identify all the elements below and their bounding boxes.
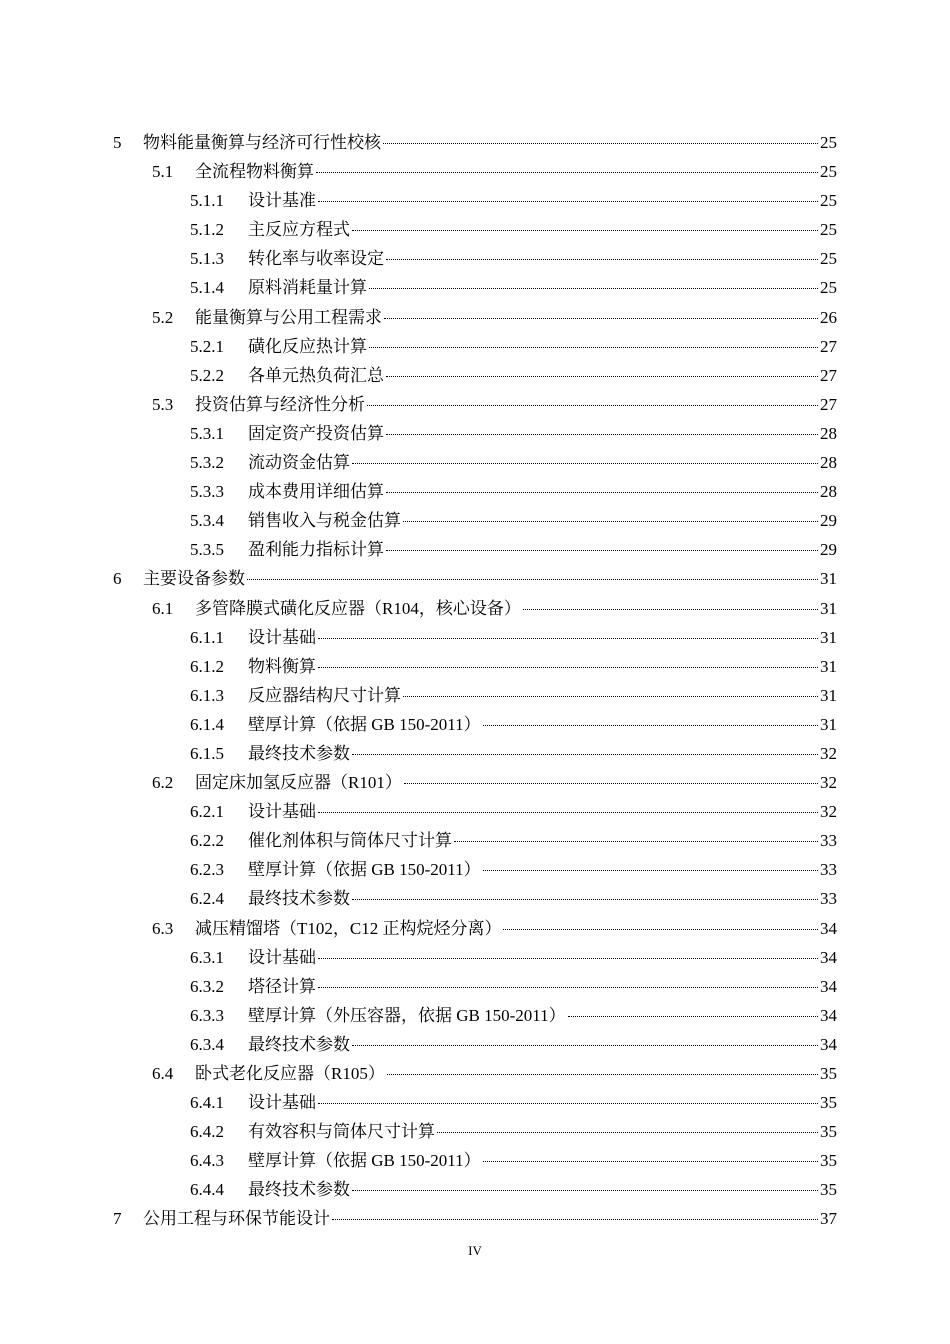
toc-entry-page: 32 (820, 743, 837, 763)
dot-leader (437, 1132, 818, 1133)
dot-leader (503, 929, 818, 930)
toc-entry-number: 5.1.2 (190, 220, 224, 240)
toc-entry-title: 全流程物料衡算 (195, 162, 314, 182)
dot-leader (386, 492, 818, 493)
dot-leader (386, 376, 818, 377)
toc-entry[interactable] (113, 739, 837, 768)
table-of-contents (113, 128, 837, 1234)
toc-entry[interactable] (113, 884, 837, 913)
dot-leader (386, 259, 818, 260)
toc-entry-title: 设计基础 (248, 1093, 316, 1113)
toc-entry-number: 6.1.2 (190, 656, 224, 676)
toc-entry-page: 32 (820, 802, 837, 822)
toc-entry[interactable] (113, 419, 837, 448)
toc-entry[interactable] (113, 215, 837, 244)
toc-entry-page: 28 (820, 423, 837, 443)
toc-entry-title: 壁厚计算（外压容器，依据 GB 150-2011） (248, 1005, 566, 1025)
toc-entry-page: 33 (820, 889, 837, 909)
toc-entry-page: 28 (820, 453, 837, 473)
dot-leader (247, 579, 818, 580)
toc-entry[interactable] (113, 972, 837, 1001)
toc-entry[interactable] (113, 1030, 837, 1059)
toc-entry-page: 31 (820, 569, 837, 589)
toc-entry-title: 有效容积与筒体尺寸计算 (248, 1122, 435, 1142)
toc-entry[interactable] (113, 797, 837, 826)
dot-leader (352, 899, 818, 900)
dot-leader (318, 958, 818, 959)
page-number: IV (468, 1243, 482, 1258)
toc-entry-number: 5.3.1 (190, 423, 224, 443)
toc-entry-title: 设计基础 (248, 802, 316, 822)
toc-entry-number: 6.1.3 (190, 685, 224, 705)
dot-leader (386, 550, 818, 551)
dot-leader (332, 1219, 818, 1220)
dot-leader (316, 172, 818, 173)
toc-entry-title: 磺化反应热计算 (248, 336, 367, 356)
dot-leader (352, 754, 818, 755)
toc-entry[interactable] (113, 1001, 837, 1030)
toc-entry-page: 27 (820, 336, 837, 356)
toc-entry-number: 6.2.1 (190, 802, 224, 822)
toc-entry[interactable] (113, 826, 837, 855)
dot-leader (483, 725, 818, 726)
dot-leader (384, 318, 818, 319)
toc-entry[interactable] (113, 623, 837, 652)
dot-leader (387, 1074, 818, 1075)
toc-entry-number: 5.3.5 (190, 540, 224, 560)
toc-entry-title: 反应器结构尺寸计算 (248, 685, 401, 705)
toc-entry[interactable] (113, 1117, 837, 1146)
toc-entry-page: 27 (820, 365, 837, 385)
toc-entry-page: 35 (820, 1151, 837, 1171)
toc-entry-title: 主反应方程式 (248, 220, 350, 240)
dot-leader (352, 230, 818, 231)
dot-leader (454, 841, 818, 842)
toc-entry-title: 主要设备参数 (143, 569, 245, 589)
toc-entry-number: 5.1.1 (190, 191, 224, 211)
toc-entry[interactable] (113, 244, 837, 273)
toc-entry-title: 设计基础 (248, 627, 316, 647)
dot-leader (404, 783, 818, 784)
toc-entry-title: 多管降膜式磺化反应器（R104，核心设备） (195, 598, 521, 618)
toc-entry-page: 27 (820, 394, 837, 414)
toc-entry-page: 34 (820, 976, 837, 996)
toc-entry-page: 34 (820, 918, 837, 938)
toc-entry-title: 卧式老化反应器（R105） (195, 1064, 385, 1083)
dot-leader (369, 288, 818, 289)
toc-entry-title: 催化剂体积与筒体尺寸计算 (248, 831, 452, 851)
dot-leader (403, 521, 818, 522)
toc-entry-number: 5.1 (152, 162, 174, 182)
toc-entry[interactable] (113, 332, 837, 361)
toc-entry-number: 6.3.1 (190, 947, 224, 967)
toc-entry-title: 销售收入与税金估算 (248, 511, 401, 531)
toc-entry-number: 6.3.3 (190, 1005, 224, 1025)
toc-entry-page: 34 (820, 1005, 837, 1025)
dot-leader (369, 347, 818, 348)
toc-entry-page: 25 (820, 191, 837, 211)
toc-entry-number: 6.1.1 (190, 627, 224, 647)
dot-leader (386, 434, 818, 435)
dot-leader (318, 667, 818, 668)
toc-entry-page: 29 (820, 540, 837, 560)
toc-entry[interactable] (113, 535, 837, 564)
toc-entry-title: 最终技术参数 (248, 1180, 350, 1200)
toc-entry[interactable] (113, 303, 837, 332)
toc-entry-page: 33 (820, 860, 837, 880)
dot-leader (483, 870, 818, 871)
dot-leader (318, 1103, 818, 1104)
toc-entry[interactable] (113, 128, 837, 157)
toc-entry-number: 6.2.4 (190, 889, 224, 909)
toc-entry[interactable] (113, 448, 837, 477)
toc-entry-number: 5.2 (152, 307, 174, 327)
dot-leader (568, 1016, 818, 1017)
toc-entry-title: 原料消耗量计算 (248, 278, 367, 298)
toc-entry-number: 6.1 (152, 598, 174, 618)
toc-entry-number: 6 (113, 569, 122, 589)
toc-entry-page: 25 (820, 133, 837, 152)
toc-entry[interactable] (113, 1146, 837, 1175)
toc-entry[interactable] (113, 1059, 837, 1088)
toc-entry-title: 盈利能力指标计算 (248, 540, 384, 560)
toc-entry-title: 减压精馏塔（T102，C12 正构烷烃分离） (195, 918, 502, 938)
dot-leader (383, 143, 818, 144)
toc-entry[interactable] (113, 273, 837, 302)
toc-entry-number: 6.4.3 (190, 1151, 224, 1171)
toc-entry-page: 25 (820, 249, 837, 269)
dot-leader (318, 638, 818, 639)
toc-entry-page: 35 (820, 1064, 837, 1083)
toc-entry-number: 6.3.2 (190, 976, 224, 996)
toc-entry-page: 25 (820, 162, 837, 182)
toc-entry-title: 固定床加氢反应器（R101） (195, 773, 402, 793)
dot-leader (523, 609, 818, 610)
toc-entry[interactable] (113, 506, 837, 535)
toc-entry[interactable] (113, 594, 837, 623)
toc-entry-number: 6.4.1 (190, 1093, 224, 1113)
dot-leader (318, 201, 818, 202)
toc-entry-page: 31 (820, 714, 837, 734)
toc-entry[interactable] (113, 943, 837, 972)
toc-entry-page: 31 (820, 685, 837, 705)
toc-entry-number: 6.1.4 (190, 714, 224, 734)
toc-entry-title: 投资估算与经济性分析 (195, 394, 365, 414)
toc-entry-page: 31 (820, 598, 837, 618)
toc-entry-number: 6.3 (152, 918, 174, 938)
toc-entry-title: 成本费用详细估算 (248, 482, 384, 502)
dot-leader (403, 696, 818, 697)
toc-entry-number: 6.3.4 (190, 1034, 224, 1054)
dot-leader (483, 1161, 818, 1162)
toc-entry[interactable] (113, 1204, 837, 1233)
toc-entry-title: 转化率与收率设定 (248, 249, 384, 269)
toc-entry-page: 35 (820, 1093, 837, 1113)
toc-entry[interactable] (113, 681, 837, 710)
toc-entry-page: 29 (820, 511, 837, 531)
toc-entry-page: 25 (820, 220, 837, 240)
toc-entry-number: 7 (113, 1209, 122, 1229)
toc-entry[interactable] (113, 914, 837, 943)
toc-entry[interactable] (113, 1088, 837, 1117)
toc-entry-title: 壁厚计算（依据 GB 150-2011） (248, 1151, 481, 1171)
toc-entry-page: 34 (820, 1034, 837, 1054)
toc-entry-title: 壁厚计算（依据 GB 150-2011） (248, 714, 481, 734)
toc-entry-page: 34 (820, 947, 837, 967)
toc-entry[interactable] (113, 361, 837, 390)
toc-entry[interactable] (113, 157, 837, 186)
dot-leader (352, 1045, 818, 1046)
toc-entry[interactable] (113, 564, 837, 593)
dot-leader (318, 812, 818, 813)
toc-entry[interactable] (113, 768, 837, 797)
toc-entry[interactable] (113, 652, 837, 681)
toc-entry-title: 设计基准 (248, 191, 316, 211)
toc-entry[interactable] (113, 390, 837, 419)
toc-entry-page: 28 (820, 482, 837, 502)
toc-entry-page: 26 (820, 307, 837, 327)
toc-entry-number: 5.3.3 (190, 482, 224, 502)
toc-entry-title: 壁厚计算（依据 GB 150-2011） (248, 860, 481, 880)
toc-entry-number: 6.4.2 (190, 1122, 224, 1142)
toc-entry-title: 固定资产投资估算 (248, 423, 384, 443)
toc-entry-number: 5 (113, 133, 122, 152)
toc-entry-title: 各单元热负荷汇总 (248, 365, 384, 385)
toc-entry-page: 35 (820, 1180, 837, 1200)
toc-entry-number: 6.2.2 (190, 831, 224, 851)
toc-entry-title: 设计基础 (248, 947, 316, 967)
toc-entry-page: 32 (820, 773, 837, 793)
dot-leader (367, 405, 818, 406)
toc-entry[interactable] (113, 186, 837, 215)
toc-entry[interactable] (113, 710, 837, 739)
toc-entry-title: 最终技术参数 (248, 1034, 350, 1054)
toc-entry-number: 5.3 (152, 394, 174, 414)
toc-entry-title: 能量衡算与公用工程需求 (195, 307, 382, 327)
toc-entry-number: 6.4.4 (190, 1180, 224, 1200)
toc-entry-page: 37 (820, 1209, 837, 1229)
toc-entry-number: 5.2.2 (190, 365, 224, 385)
toc-entry[interactable] (113, 477, 837, 506)
toc-entry-number: 5.3.2 (190, 453, 224, 473)
toc-entry-number: 5.3.4 (190, 511, 224, 531)
toc-entry-number: 5.1.4 (190, 278, 224, 298)
toc-entry-number: 6.1.5 (190, 743, 224, 763)
toc-entry-title: 流动资金估算 (248, 453, 350, 473)
toc-entry-title: 物料衡算 (248, 656, 316, 676)
dot-leader (352, 1190, 818, 1191)
toc-entry[interactable] (113, 1175, 837, 1204)
toc-entry-title: 最终技术参数 (248, 889, 350, 909)
toc-entry-number: 5.1.3 (190, 249, 224, 269)
dot-leader (352, 463, 818, 464)
toc-entry-page: 31 (820, 656, 837, 676)
toc-entry-title: 物料能量衡算与经济可行性校核 (143, 133, 381, 152)
dot-leader (318, 987, 818, 988)
toc-entry-number: 5.2.1 (190, 336, 224, 356)
toc-entry-title: 塔径计算 (248, 976, 316, 996)
toc-entry[interactable] (113, 855, 837, 884)
toc-entry-page: 35 (820, 1122, 837, 1142)
toc-entry-number: 6.4 (152, 1064, 174, 1083)
toc-entry-page: 33 (820, 831, 837, 851)
toc-entry-page: 25 (820, 278, 837, 298)
toc-entry-number: 6.2.3 (190, 860, 224, 880)
toc-entry-number: 6.2 (152, 773, 174, 793)
toc-entry-page: 31 (820, 627, 837, 647)
toc-entry-title: 公用工程与环保节能设计 (143, 1209, 330, 1229)
toc-entry-title: 最终技术参数 (248, 743, 350, 763)
